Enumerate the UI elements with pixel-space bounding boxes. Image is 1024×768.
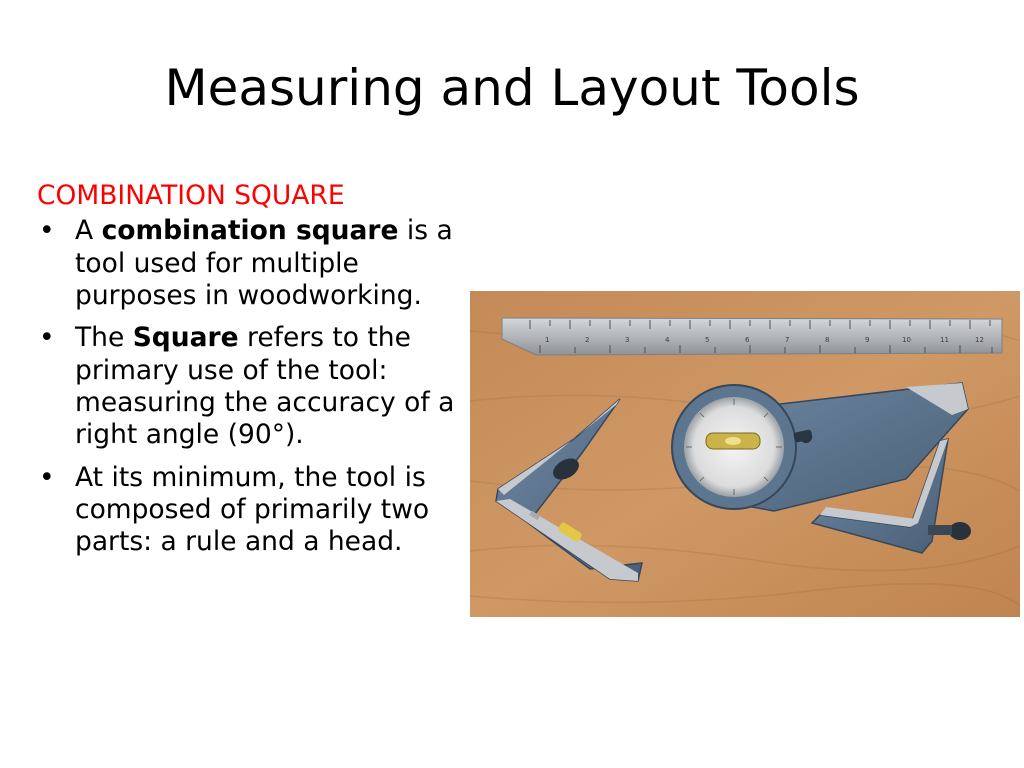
bullet-icon: • — [39, 322, 55, 354]
bullet-item — [37, 215, 457, 312]
bullet-icon: • — [39, 215, 55, 247]
bullet-text-post: is a tool used for multiple purposes in woodworking. — [75, 215, 453, 311]
slide-title: Measuring and Layout Tools — [164, 59, 860, 117]
bullet-list — [37, 215, 457, 558]
bullet-item — [37, 322, 457, 451]
combination-square-image — [470, 291, 1020, 617]
ruler-number: 8 — [825, 336, 830, 344]
bullet-text-pre: The — [75, 322, 133, 354]
content-body — [37, 180, 457, 569]
ruler-number: 2 — [585, 336, 590, 344]
ruler-number: 10 — [902, 336, 911, 344]
bullet-text-bold: combination square — [101, 215, 399, 247]
ruler-number: 3 — [625, 336, 630, 344]
bullet-text-bold: Square — [132, 322, 239, 354]
ruler-number: 1 — [545, 336, 550, 344]
bullet-text-pre: At its minimum, the tool is composed of primarily two parts: a rule and a head. — [75, 461, 430, 558]
ruler-number: 6 — [745, 336, 750, 344]
ruler-number: 4 — [665, 336, 670, 344]
combination-square-photo — [470, 291, 1020, 617]
ruler-number: 9 — [865, 336, 870, 344]
steel-rule — [502, 318, 1002, 355]
ruler-number: 12 — [975, 336, 984, 344]
ruler-number: 7 — [785, 336, 790, 344]
bullet-item — [37, 462, 457, 559]
ruler-number: 5 — [705, 336, 710, 344]
section-heading: COMBINATION SQUARE — [37, 180, 345, 211]
bullet-text-post: refers to the primary use of the tool: measuring the accuracy of a right angle (90°). — [75, 322, 455, 451]
bullet-text-pre: A — [75, 215, 102, 247]
bullet-icon: • — [39, 461, 55, 493]
ruler-number: 11 — [940, 336, 949, 344]
